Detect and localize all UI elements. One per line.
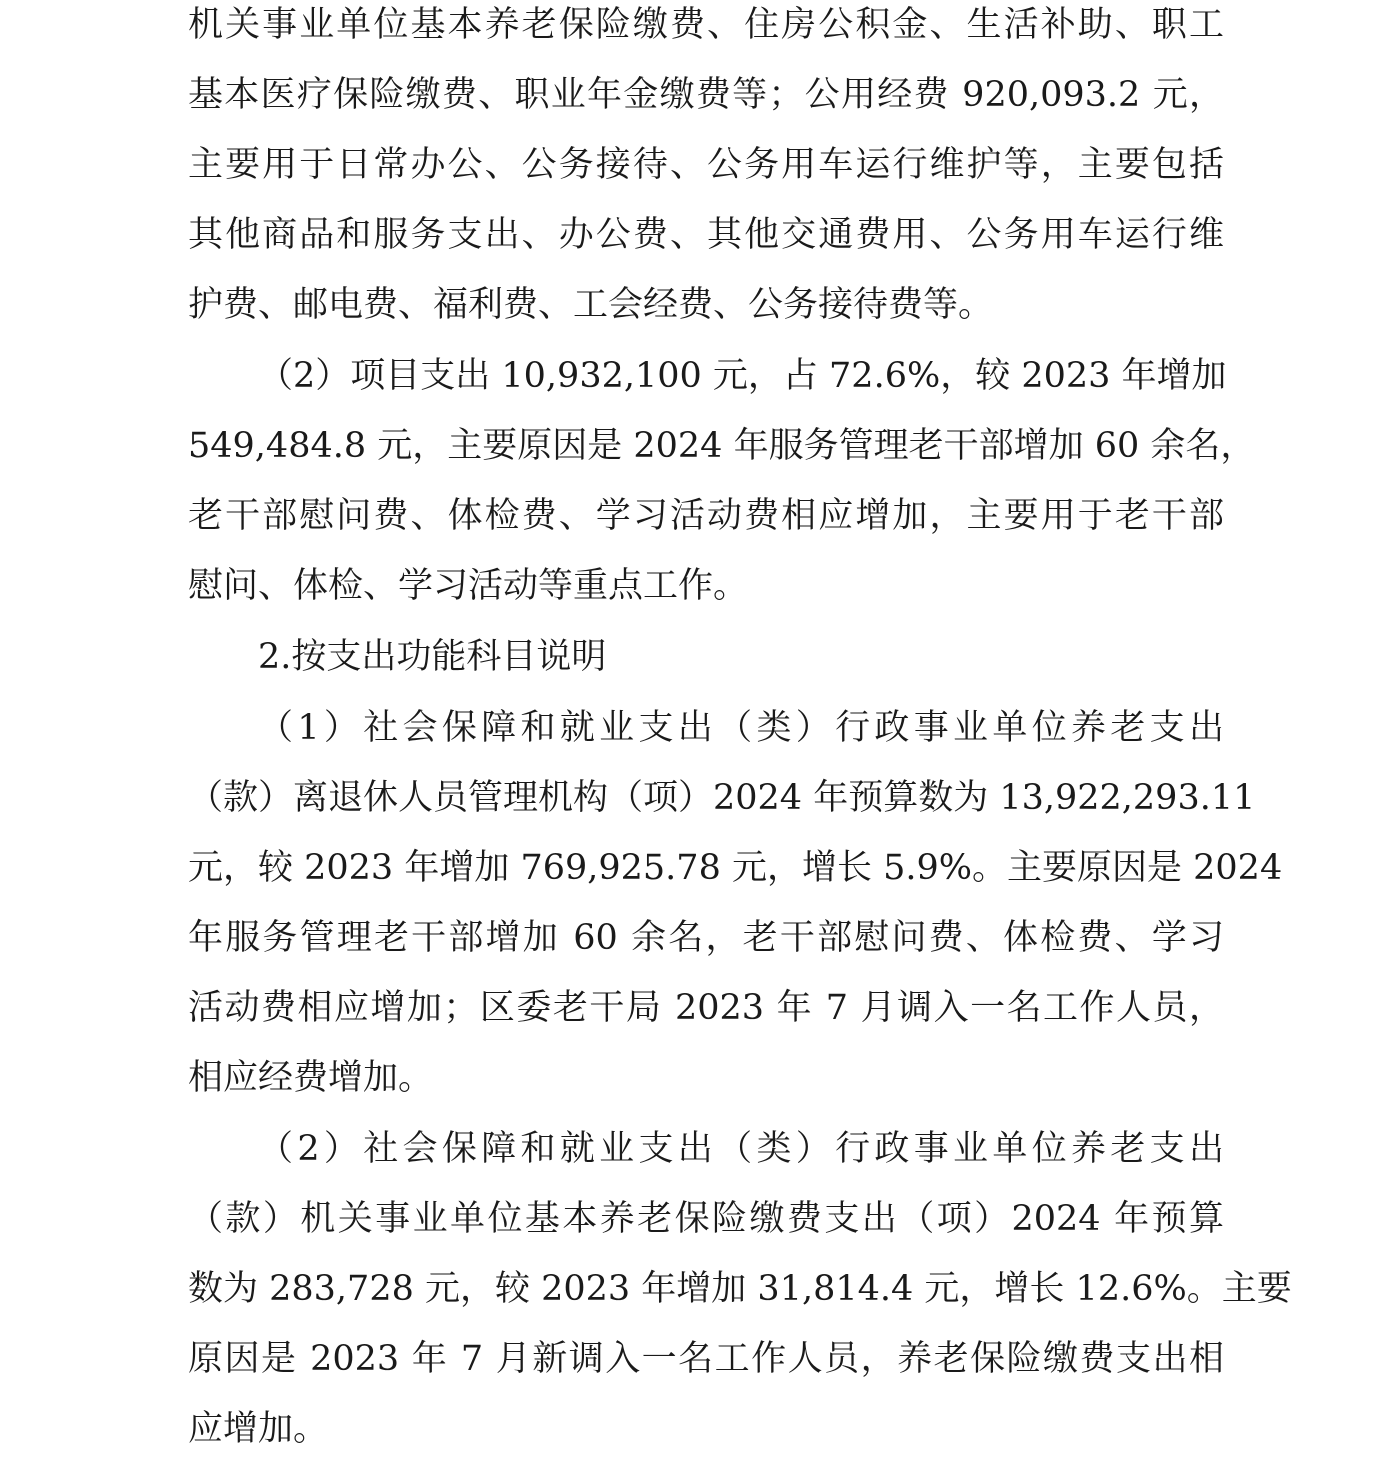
- text-line: 相应经费增加。: [188, 1058, 434, 1098]
- text-line: 应增加。: [188, 1409, 329, 1449]
- text-line: 基本医疗保险缴费、职业年金缴费等；公用经费 920,093.2 元，: [188, 75, 1224, 115]
- section-heading: 2.按支出功能科目说明: [258, 637, 607, 677]
- text-line: 其他商品和服务支出、办公费、其他交通费用、公务用车运行维: [188, 215, 1224, 255]
- text-line: 活动费相应增加；区委老干局 2023 年 7 月调入一名工作人员，: [188, 988, 1224, 1028]
- text-line: 数为 283,728 元，较 2023 年增加 31,814.4 元，增长 12.6%。主要: [188, 1269, 1292, 1309]
- text-line: 年服务管理老干部增加 60 余名，老干部慰问费、体检费、学习: [188, 918, 1224, 958]
- text-line: （款）离退休人员管理机构（项）2024 年预算数为 13,922,293.11: [188, 778, 1256, 818]
- text-line: 主要用于日常办公、公务接待、公务用车运行维护等，主要包括: [188, 145, 1224, 185]
- text-line: （款）机关事业单位基本养老保险缴费支出（项）2024 年预算: [188, 1199, 1224, 1239]
- paragraph-first-line: （2）项目支出 10,932,100 元，占 72.6%，较 2023 年增加: [258, 356, 1227, 396]
- paragraph-first-line: （2）社会保障和就业支出（类）行政事业单位养老支出: [258, 1129, 1224, 1169]
- text-line: 老干部慰问费、体检费、学习活动费相应增加，主要用于老干部: [188, 496, 1224, 536]
- text-line: 慰问、体检、学习活动等重点工作。: [188, 566, 749, 606]
- paragraph-first-line: （1）社会保障和就业支出（类）行政事业单位养老支出: [258, 708, 1224, 748]
- text-line: 机关事业单位基本养老保险缴费、住房公积金、生活补助、职工: [188, 5, 1224, 45]
- text-line: 元，较 2023 年增加 769,925.78 元，增长 5.9%。主要原因是 2024: [188, 848, 1283, 888]
- text-line: 原因是 2023 年 7 月新调入一名工作人员，养老保险缴费支出相: [188, 1339, 1224, 1379]
- text-line: 549,484.8 元，主要原因是 2024 年服务管理老干部增加 60 余名，: [188, 426, 1256, 466]
- text-line: 护费、邮电费、福利费、工会经费、公务接待费等。: [188, 285, 994, 325]
